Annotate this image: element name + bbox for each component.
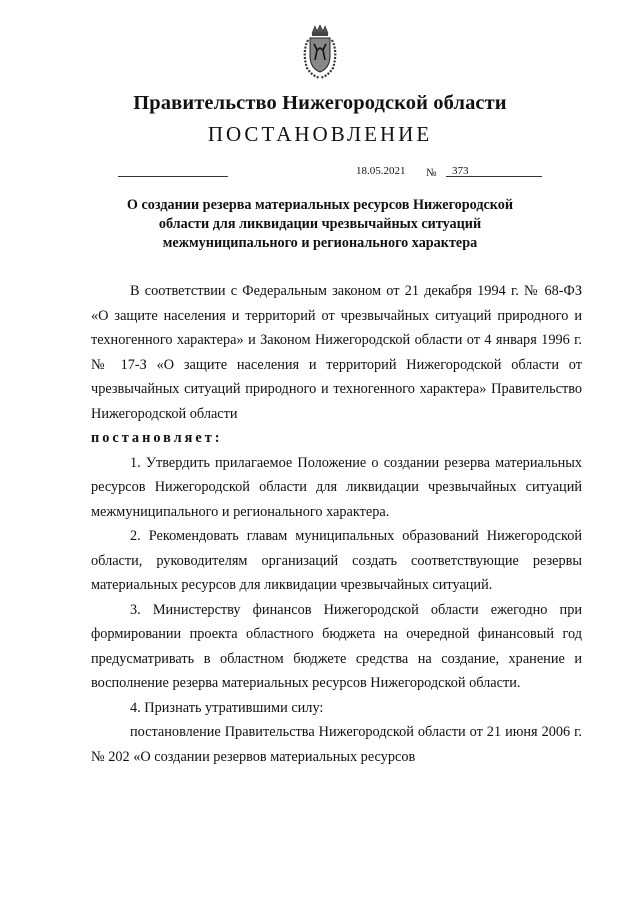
subject-line-1: О создании резерва материальных ресурсов Нижегородской xyxy=(126,197,514,213)
government-title: Правительство Нижегородской области xyxy=(133,92,507,114)
preamble-paragraph: В соответствии с Федеральным законом от 21 декабря 1994 г. № 68-ФЗ «О защите населения и территорий от чрезвычайных ситуаций природного и техногенного характера» и Законом Нижегородской области от 4 января 1996 г. № 17-З «О защите населения и территорий Нижегородской области от чрезвычайных ситуаций природного и техногенного характера» Правительство Нижегородской области xyxy=(91,283,582,422)
subject-line-3: межмуниципального и регионального характера xyxy=(162,235,478,251)
coat-of-arms-icon xyxy=(298,24,342,80)
document-number: 373 xyxy=(452,165,469,177)
item-1: 1. Утвердить прилагаемое Положение о создании резерва материальных ресурсов Нижегородской области для ликвидации чрезвычайных ситуаций межмуниципального и регионального характера. xyxy=(91,454,582,520)
item-4-subitem: постановление Правительства Нижегородской области от 21 июня 2006 г. № 202 «О создании резервов материальных ресурсов xyxy=(91,724,582,765)
item-2: 2. Рекомендовать главам муниципальных образований Нижегородской области, руководителям организаций создать соответствующие резервы материальных ресурсов для ликвидации чрезвычайных ситуаций. xyxy=(91,528,582,593)
resolves-line xyxy=(91,426,582,451)
document-subject xyxy=(100,196,540,253)
date-blank-line xyxy=(118,176,228,177)
document-date: 18.05.2021 xyxy=(356,165,406,177)
document-body xyxy=(91,279,582,769)
document-type: ПОСТАНОВЛЕНИЕ xyxy=(207,122,433,146)
item-3: 3. Министерству финансов Нижегородской области ежегодно при формировании проекта областного бюджета на очередной финансовый год предусматривать в областном бюджете средства на создание, хранение и восполнение резерва материальных ресурсов Нижегородской области. xyxy=(91,601,582,691)
subject-line-2: области для ликвидации чрезвычайных ситуаций xyxy=(158,216,482,232)
resolves-verb: постановляет: xyxy=(91,430,223,446)
number-sign: № xyxy=(426,167,437,179)
item-4: 4. Признать утратившими силу: xyxy=(130,699,324,716)
